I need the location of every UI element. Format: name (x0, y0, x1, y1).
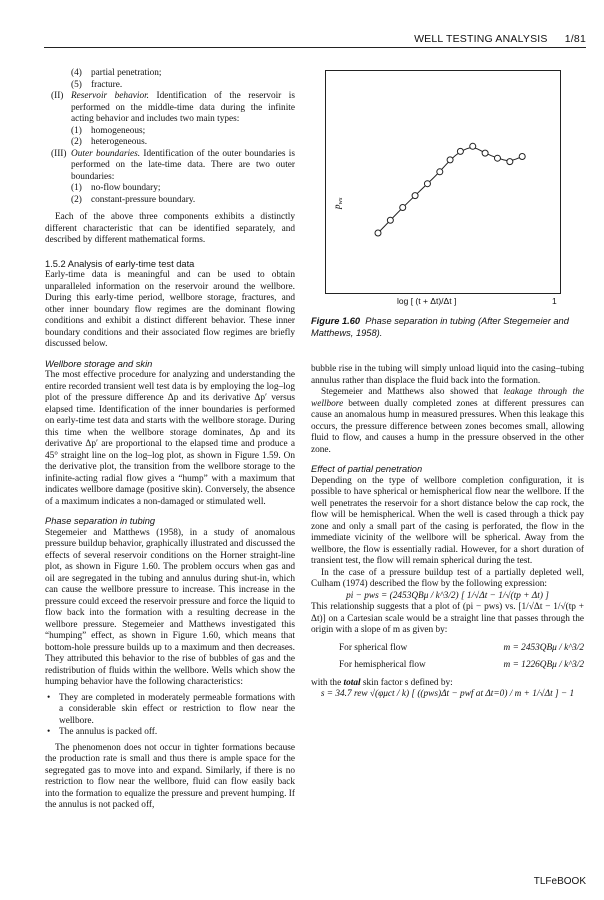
list-item: (5) fracture. (71, 79, 123, 90)
paragraph: This relationship suggests that a plot of (pi − pws) vs. [1/√Δt − 1/√(tp + Δt)] on a Cartesian scale would be a straight line that passes through the origin with a slope of m as given by: (311, 602, 584, 635)
subsection-heading: Effect of partial penetration (311, 464, 423, 474)
bullet-item: • The annulus is packed off. (45, 727, 295, 739)
data-point (424, 181, 430, 187)
equation-hemispherical: For hemispherical flow m = 1226QBμ / k^3/2 (339, 660, 584, 670)
data-point (470, 143, 476, 149)
x-tick-label: 1 (552, 296, 557, 306)
data-point (375, 230, 381, 236)
list-item: (2) heterogeneous. (71, 137, 148, 147)
equation-buildup: pi − pws = (2453QBμ / k^3/2) [ 1/√Δt − 1/√(tp + Δt) ] (346, 590, 549, 601)
paragraph: Stegemeier and Matthews (1958), in a study of anomalous pressure buildup behavior, graphically illustrated and discussed the effects of several reservoir conditions on the Horner straight-line plot, as shown in Figure 1.60. The problem occurs when gas and oil are segregated in the tubing and annulus during shut-in, which can cause the wellbore pressure to increase. This increase in the pressure could exceed the reservoir pressure and force the liquid to flow back into the formation with a resulting decrease in the wellbore pressure. Stegemeier and Matthews investigated this “humping” effect, as shown in Figure 1.60, which means that bottom-hole pressure builds up to a maximum and then decreases. They attributed this behavior to the rise of bubbles of gas and the redistribution of fluids within the wellbore. Wells which show the humping behavior have the following characteristics: (45, 527, 295, 687)
data-point (482, 150, 488, 156)
data-point (494, 155, 500, 161)
footer-watermark: TLFeBOOK (533, 876, 586, 887)
paragraph: Stegemeier and Matthews also showed that leakage through the wellbore between dually completed zones at different pressures can cause an anomalous hump in measured pressures. When this leakage this occurs, the pressure difference between zones becomes small, allowing fluid to flow, and causes a hump in the pressure observed in the other zone. (311, 387, 584, 455)
bullet-item: • They are completed in moderately permeable formations with a considerable skin effect or restriction to flow near the wellbore. (45, 693, 295, 728)
paragraph: The most effective procedure for analyzing and understanding the entire recorded transient well test data is by employing the log–log plot of the pressure difference Δp and its derivative Δp′ versus elapsed time. Identification of the inner boundaries is performed on early-time test data and starts with the wellbore storage. During this time when the wellbore storage dominates, Δp and its derivative Δp′ are proportional to the elapsed time and produce a 45° straight line on the log–log plot, as shown in Figure 1.59. On the derivative plot, the transition from the wellbore storage to the infinite-acting radial flow gives a “hump” with a maximum that indicates wellbore damage (positive skin). Conversely, the absence of a maximum indicates a non-damaged or stimulated well. (45, 370, 295, 507)
figure-label: Figure 1.60 (311, 316, 361, 326)
data-point (447, 157, 453, 163)
x-axis-label: log [ (t + Δt)/Δt ] (397, 296, 457, 306)
paragraph: Early-time data is meaningful and can be used to obtain unparalleled information on the reservoir around the wellbore. During this early-time period, wellbore storage, fractures, and other inner boundary flow regimes are the dominant flowing conditions and exhibit a distinct different behavior. These inner boundary conditions and their associated flow regimes are briefly discussed below. (45, 270, 295, 349)
data-point (437, 169, 443, 175)
header-page: 1/81 (564, 33, 586, 45)
header-rule (44, 47, 586, 48)
list-item-outer-boundaries: (III) Outer boundaries. Identification of the outer boundaries is performed on the late-time data. There are two outer boundaries: (51, 148, 295, 182)
equation-spherical: For spherical flow m = 2453QBμ / k^3/2 (339, 642, 584, 653)
paragraph: Depending on the type of wellbore completion configuration, it is possible to have spherical or hemispherical flow near the wellbore. If the well penetrates the reservoir for a short distance below the cap rock, the flow will be hemispherical. When the well is cased through a thick pay zone and only a small part of the casing is perforated, the flow in the immediate vicinity of the wellbore will be spherical. Away from the wellbore, the flow is essentially radial. However, for a short duration of transient test, the flow will remain spherical during the test. (311, 475, 584, 566)
paragraph: with the total skin factor s defined by: (311, 677, 453, 688)
data-point (387, 217, 393, 223)
running-header (400, 33, 586, 45)
paragraph: Each of the above three components exhibits a distinctly different characteristic that can be identified separately, and described by different mathematical forms. (45, 212, 295, 245)
figure-caption-text: Phase separation in tubing (After Stegemeier and Matthews, 1958). (311, 316, 569, 338)
list-item: (1) homogeneous; (71, 125, 146, 136)
paragraph: In the case of a pressure buildup test of a partially depleted well, Culham (1974) described the flow by the following expression: (311, 567, 584, 589)
list-item: (4) partial penetration; (71, 68, 162, 78)
data-point (400, 205, 406, 211)
list-item: (1) no-flow boundary; (71, 183, 161, 193)
y-axis-label: $p_{ws}$ (332, 197, 344, 209)
figure-plot (326, 71, 560, 293)
figure-caption (311, 316, 581, 339)
data-point (457, 148, 463, 154)
list-item: (2) constant-pressure boundary. (71, 194, 196, 205)
data-point (412, 193, 418, 199)
equation-skin: s = 34.7 rew √(φμct / k) [ ((pws)Δt − pwf at Δt=0) / m + 1/√Δt ] − 1 (320, 689, 575, 699)
paragraph: The phenomenon does not occur in tighter formations because the production rate is small and thus there is ample space for the segregated gas to move into and expand. Similarly, if there is no restriction to flow near the wellbore, fluid can flow easily back into the formation to equalize the pressure and prevent humping. If the annulus is not packed off, (45, 742, 295, 810)
data-point (519, 154, 525, 160)
section-heading: 1.5.2 Analysis of early-time test data (45, 258, 195, 269)
figure-1-60 (325, 70, 561, 294)
paragraph: bubble rise in the tubing will simply unload liquid into the casing–tubing annulus rather than displace the fluid back into the formation. (311, 364, 584, 386)
subsection-heading: Phase separation in tubing (45, 516, 156, 526)
right-column (311, 364, 584, 701)
data-point (507, 159, 513, 165)
header-title: WELL TESTING ANALYSIS (414, 33, 548, 45)
left-column (45, 68, 295, 812)
subsection-heading: Wellbore storage and skin (45, 358, 153, 369)
list-item-reservoir: (II) Reservoir behavior. Identification of the reservoir is performed on the middle-time data during the infinite acting behavior and includes two main types: (51, 91, 295, 124)
